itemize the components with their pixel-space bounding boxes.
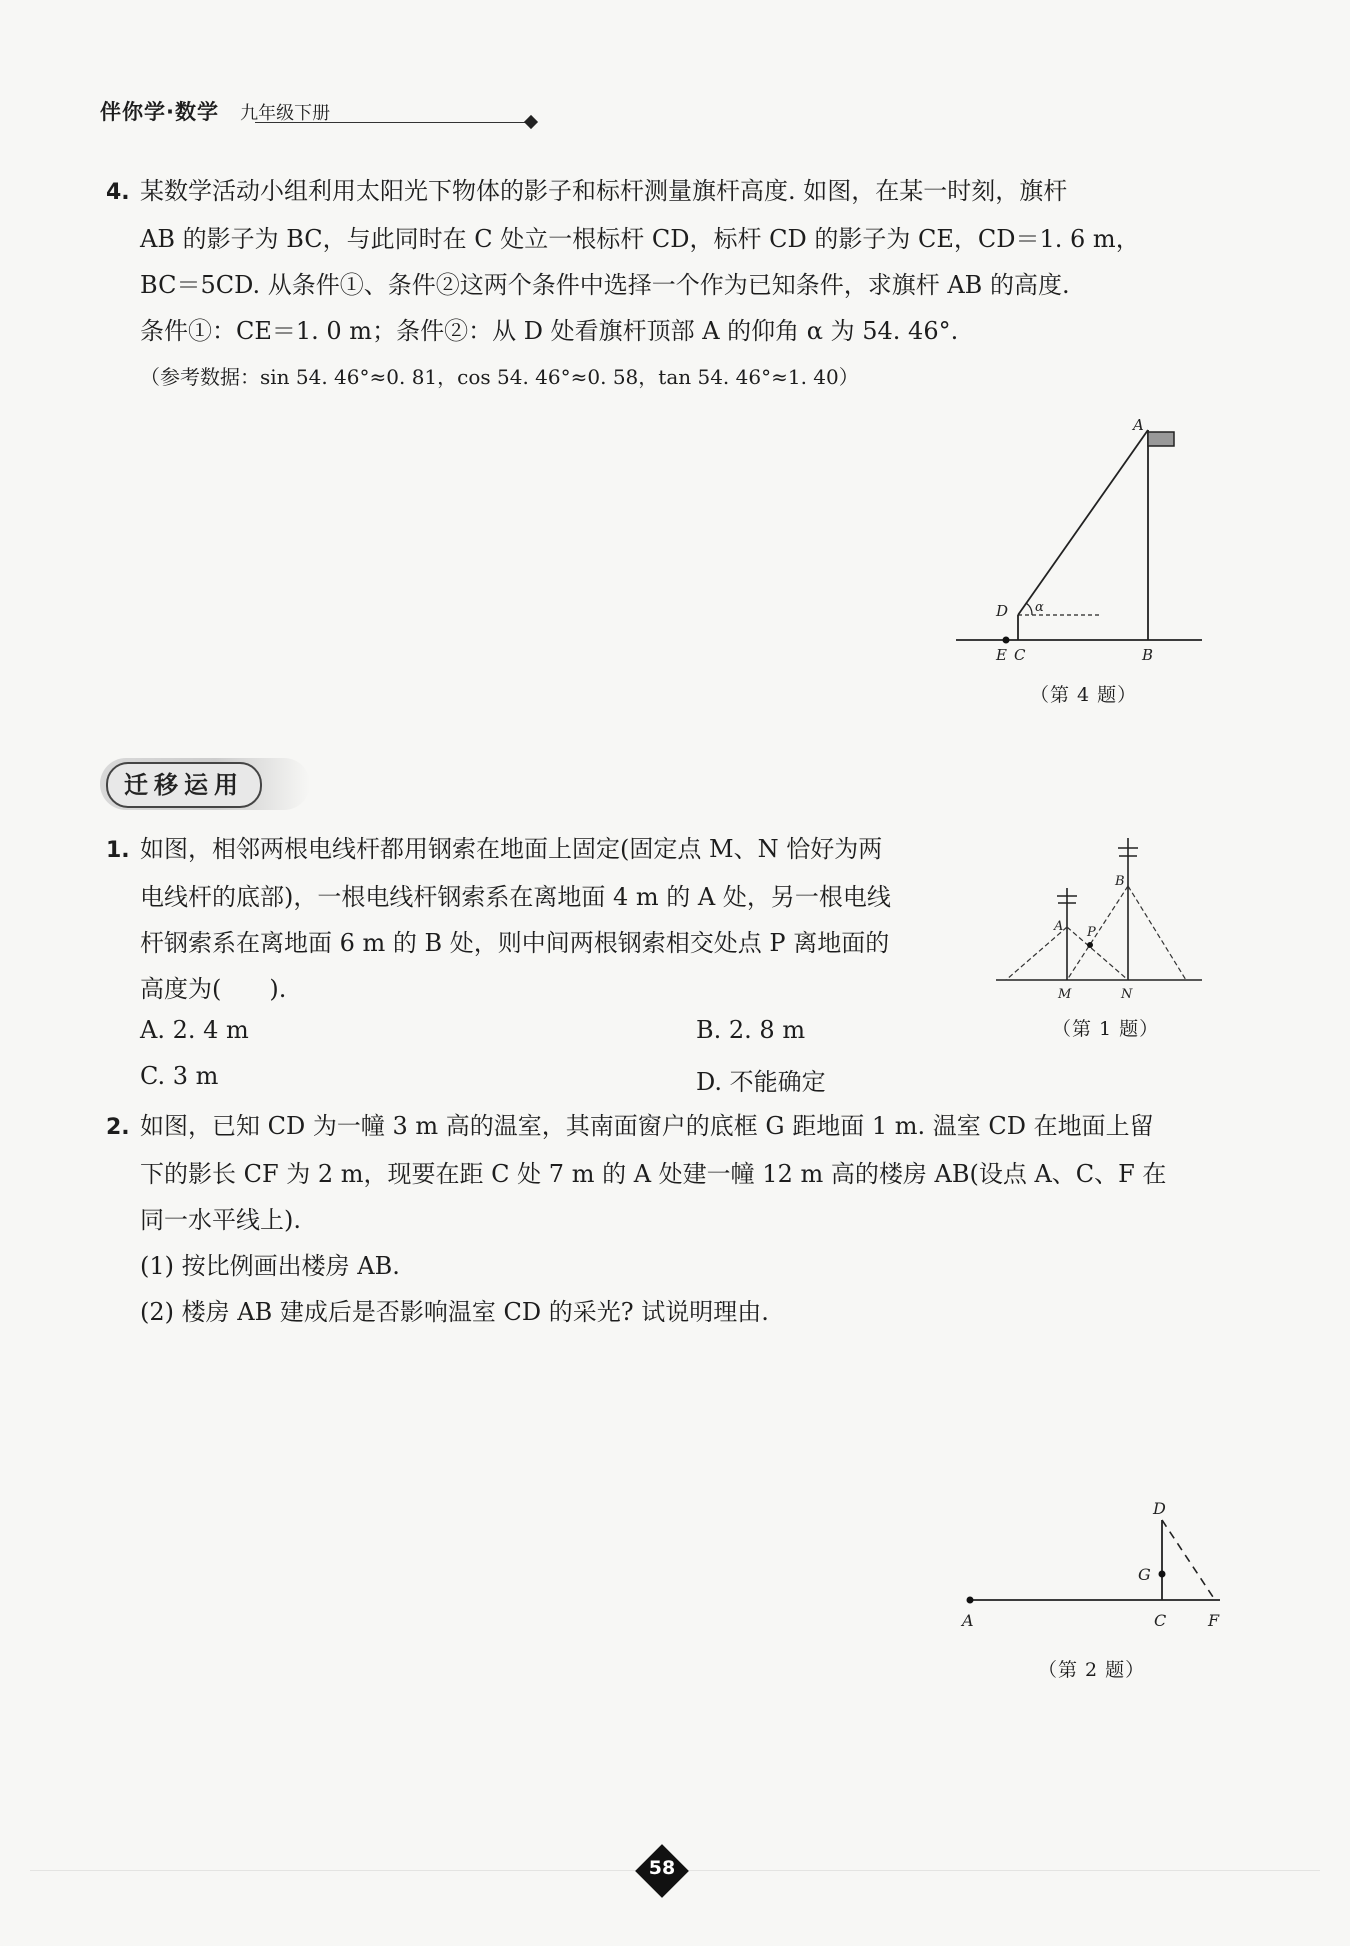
sub-question-2: (2) 楼房 AB 建成后是否影响温室 CD 的采光? 试说明理由. [140,1298,769,1326]
page-number: 58 [648,1857,676,1879]
question-number: 4. [106,180,130,205]
question-number: 2. [106,1115,130,1140]
figure-caption: （第 1 题） [1052,1018,1160,1040]
label-e: E [996,646,1007,664]
label-n: N [1121,987,1133,1002]
question-text-line: 高度为( ). [140,975,287,1003]
question-text-line: AB 的影子为 BC，与此同时在 C 处立一根标杆 CD，标杆 CD 的影子为 CE，CD＝1. 6 m， [140,225,1140,253]
sight-line-da [1018,430,1148,615]
label-a: A [1133,416,1144,434]
header-rule [255,122,530,123]
label-a: A [962,1611,974,1630]
label-b: B [1115,874,1125,889]
option-a: A. 2. 4 m [140,1016,249,1044]
grade-label: 九年级下册 [240,103,331,124]
figure-p2 [950,1490,1230,1640]
label-m: M [1058,987,1072,1002]
cable-b-m [1067,886,1128,980]
question-text-line: 电线杆的底部)，一根电线杆钢索系在离地面 4 m 的 A 处，另一根电线 [140,883,891,911]
question-text-line: 杆钢索系在离地面 6 m 的 B 处，则中间两根钢索相交处点 P 离地面的 [140,929,890,957]
label-d: D [1153,1499,1166,1518]
problem-1 [106,826,986,1012]
label-a: A [1054,919,1064,934]
problem-2 [106,1103,1166,1335]
question-text-line: 如图，相邻两根电线杆都用钢索在地面上固定(固定点 M、N 恰好为两 [140,835,883,863]
question-text-line: 下的影长 CF 为 2 m，现要在距 C 处 7 m 的 A 处建一幢 12 m 高的楼房 AB(设点 A、C、F 在 [140,1160,1167,1188]
label-alpha: α [1035,600,1044,615]
shadow-ray-df [1162,1520,1215,1600]
page-header [100,96,450,130]
question-text-line: 同一水平线上). [140,1206,301,1234]
cable-b-right [1128,886,1186,980]
label-g: G [1138,1565,1151,1584]
point-e [1003,637,1010,644]
label-c: C [1014,646,1026,664]
question-number: 1. [106,838,130,863]
cable-a-left [1006,927,1067,980]
figure-q4 [940,410,1220,670]
section-title: 迁移运用 [106,762,262,808]
question-text-line: 条件①：CE＝1. 0 m；条件②：从 D 处看旗杆顶部 A 的仰角 α 为 54. 46°. [140,317,959,345]
cable-a-n [1067,927,1128,980]
option-d: D. 不能确定 [696,1068,826,1096]
reference-data: （参考数据：sin 54. 46°≈0. 81，cos 54. 46°≈0. 58，tan 54. 46°≈1. 40） [140,365,859,389]
option-c: C. 3 m [140,1062,219,1090]
label-c: C [1154,1611,1167,1630]
question-text-line: 某数学活动小组利用太阳光下物体的影子和标杆测量旗杆高度. 如图，在某一时刻，旗杆 [140,177,1068,205]
point-p [1087,942,1093,948]
option-b: B. 2. 8 m [696,1016,806,1044]
question-text-line: BC＝5CD. 从条件①、条件②这两个条件中选择一个作为已知条件，求旗杆 AB 的高度. [140,271,1070,299]
flag-icon [1148,432,1174,446]
label-p: P [1087,925,1096,940]
question-text-line: 如图，已知 CD 为一幢 3 m 高的温室，其南面窗户的底框 G 距地面 1 m. 温室 CD 在地面上留 [140,1112,1154,1140]
label-d: D [996,602,1009,620]
point-a [967,1597,974,1604]
figure-caption: （第 4 题） [1030,684,1138,706]
figure-caption: （第 2 题） [1038,1659,1146,1681]
angle-arc [1026,603,1032,615]
question-4 [106,168,1140,400]
figure-p1 [990,830,1210,1005]
header-diamond-icon [524,115,538,129]
section-header [100,758,310,810]
sub-question-1: (1) 按比例画出楼房 AB. [140,1252,400,1280]
book-title: 伴你学·数学 [100,100,219,124]
label-b: B [1142,646,1154,664]
point-g [1159,1571,1166,1578]
label-f: F [1208,1611,1220,1630]
